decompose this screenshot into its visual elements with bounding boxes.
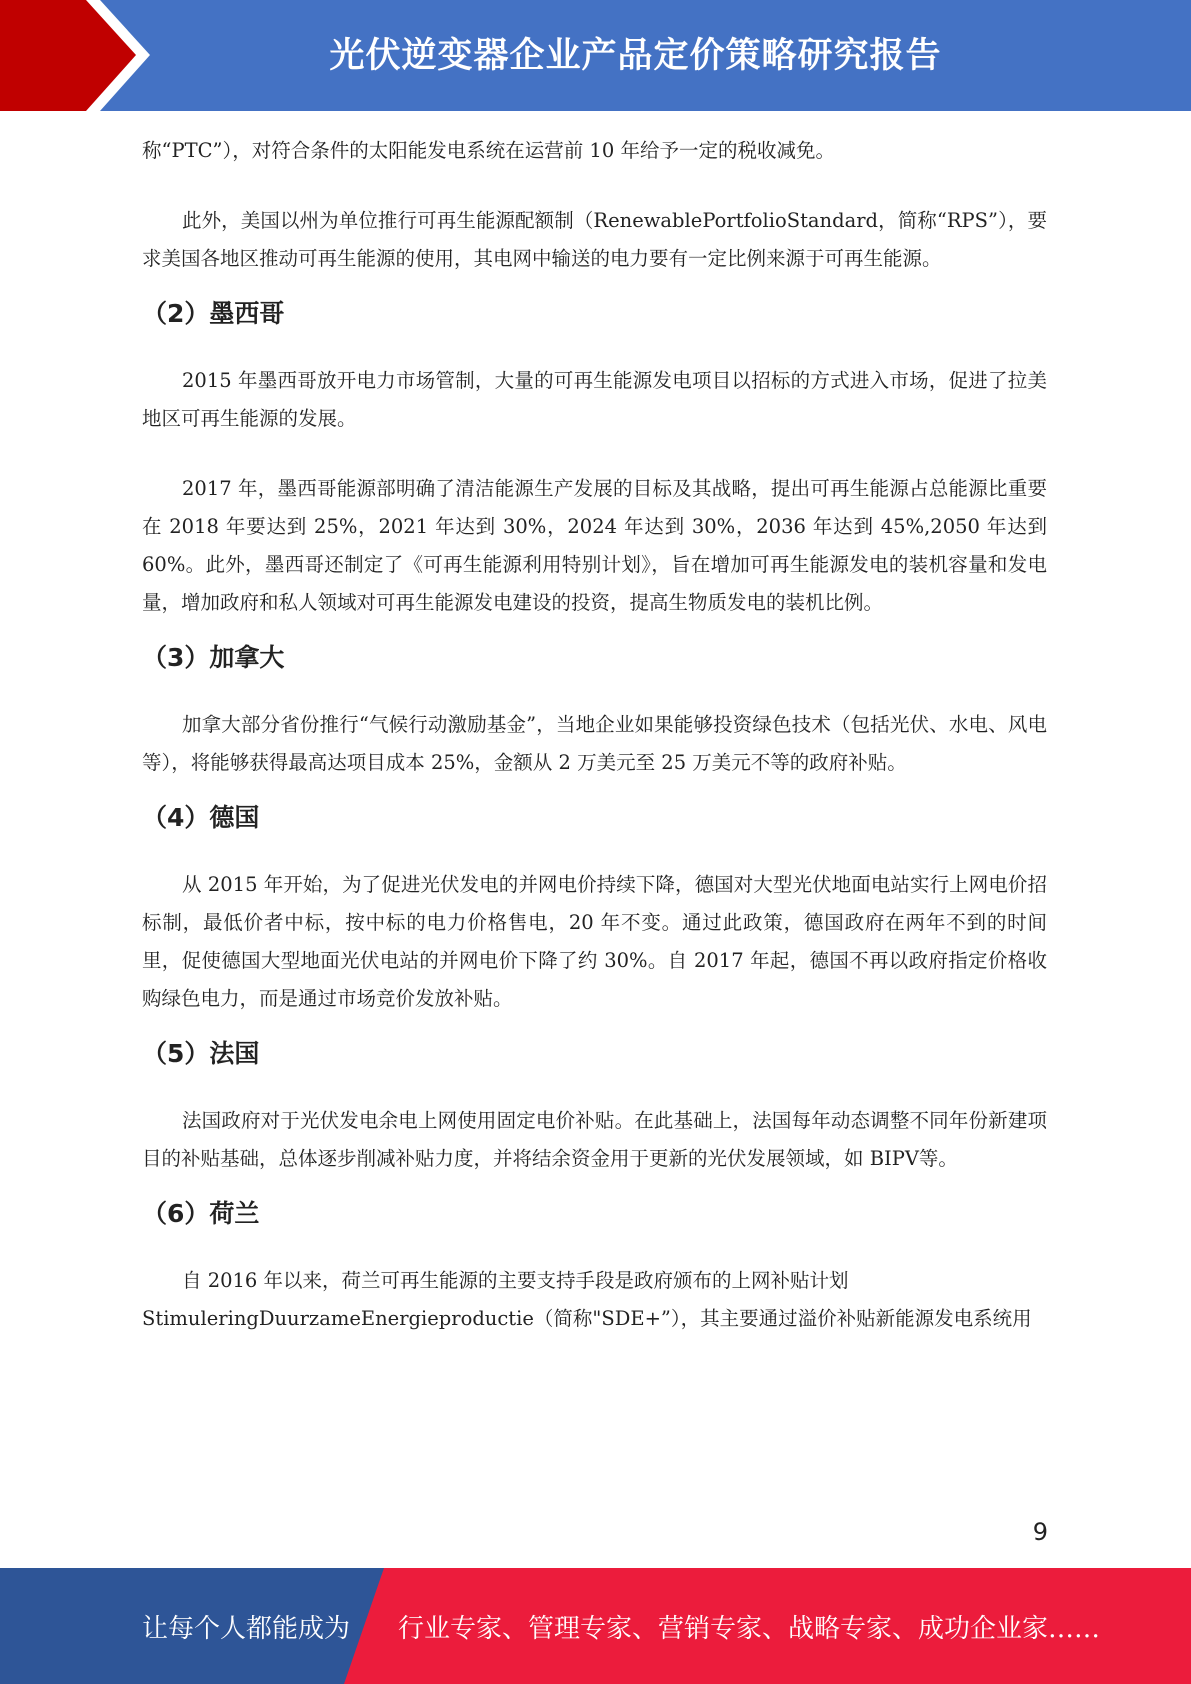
paragraph: 法国政府对于光伏发电余电上网使用固定电价补贴。在此基础上，法国每年动态调整不同年份新建项目的补贴基础，总体逐步削减补贴力度，并将结余资金用于更新的光伏发展领域，如 BIPV等。	[142, 1109, 1047, 1170]
paragraph: 从 2015 年开始，为了促进光伏发电的并网电价持续下降，德国对大型光伏地面电站实行上网电价招标制，最低价者中标，按中标的电力价格售电，20 年不变。通过此政策，德国政府在两年不到的时间里，促使德国大型地面光伏电站的并网电价下降了约 30%。自 2017 年起，德国不再以政府指定价格收购绿色电力，而是通过市场竞价发放补贴。	[142, 873, 1047, 1010]
page-footer	[0, 1568, 1191, 1684]
paragraph: 加拿大部分省份推行“气候行动激励基金”，当地企业如果能够投资绿色技术（包括光伏、水电、风电等），将能够获得最高达项目成本 25%，金额从 2 万美元至 25 万美元不等的政府补贴。	[142, 713, 1047, 774]
paragraph: 2015 年墨西哥放开电力市场管制，大量的可再生能源发电项目以招标的方式进入市场，促进了拉美地区可再生能源的发展。	[142, 369, 1047, 430]
section-heading: （5）法国	[142, 1039, 260, 1068]
section-heading: （6）荷兰	[142, 1199, 260, 1228]
paragraph: StimuleringDuurzameEnergieproductie（简称"SDE+”），其主要通过溢价补贴新能源发电系统用	[142, 1307, 1032, 1330]
page-number: 9	[1032, 1518, 1048, 1546]
paragraph: 称“PTC”），对符合条件的太阳能发电系统在运营前 10 年给予一定的税收减免。	[142, 139, 835, 162]
section-heading: （2）墨西哥	[142, 299, 285, 328]
paragraph: 2017 年，墨西哥能源部明确了清洁能源生产发展的目标及其战略，提出可再生能源占总能源比重要在 2018 年要达到 25%，2021 年达到 30%，2024 年达到 30%，2036 年达到 45%,2050 年达到60%。此外，墨西哥还制定了《可再生能源利用特别计划》，旨在增加可再生能源发电的装机容量和发电量，增加政府和私人领域对可再生能源发电建设的投资，提高生物质发电的装机比例。	[142, 477, 1047, 614]
page-header	[0, 0, 1191, 111]
paragraph: 自 2016 年以来，荷兰可再生能源的主要支持手段是政府颁布的上网补贴计划	[182, 1269, 849, 1292]
section-heading: （4）德国	[142, 803, 260, 832]
section-heading: （3）加拿大	[142, 643, 285, 672]
header-arrow-icon	[0, 0, 160, 111]
footer-slogan-left: 让每个人都能成为	[142, 1613, 351, 1644]
page-title: 光伏逆变器企业产品定价策略研究报告	[329, 36, 942, 76]
paragraph: 此外，美国以州为单位推行可再生能源配额制（RenewablePortfolioStandard，简称“RPS”），要求美国各地区推动可再生能源的使用，其电网中输送的电力要有一定比例来源于可再生能源。	[142, 209, 1047, 270]
footer-slogan-right: 行业专家、管理专家、营销专家、战略专家、成功企业家……	[398, 1613, 1101, 1644]
document-body	[142, 132, 1047, 1338]
